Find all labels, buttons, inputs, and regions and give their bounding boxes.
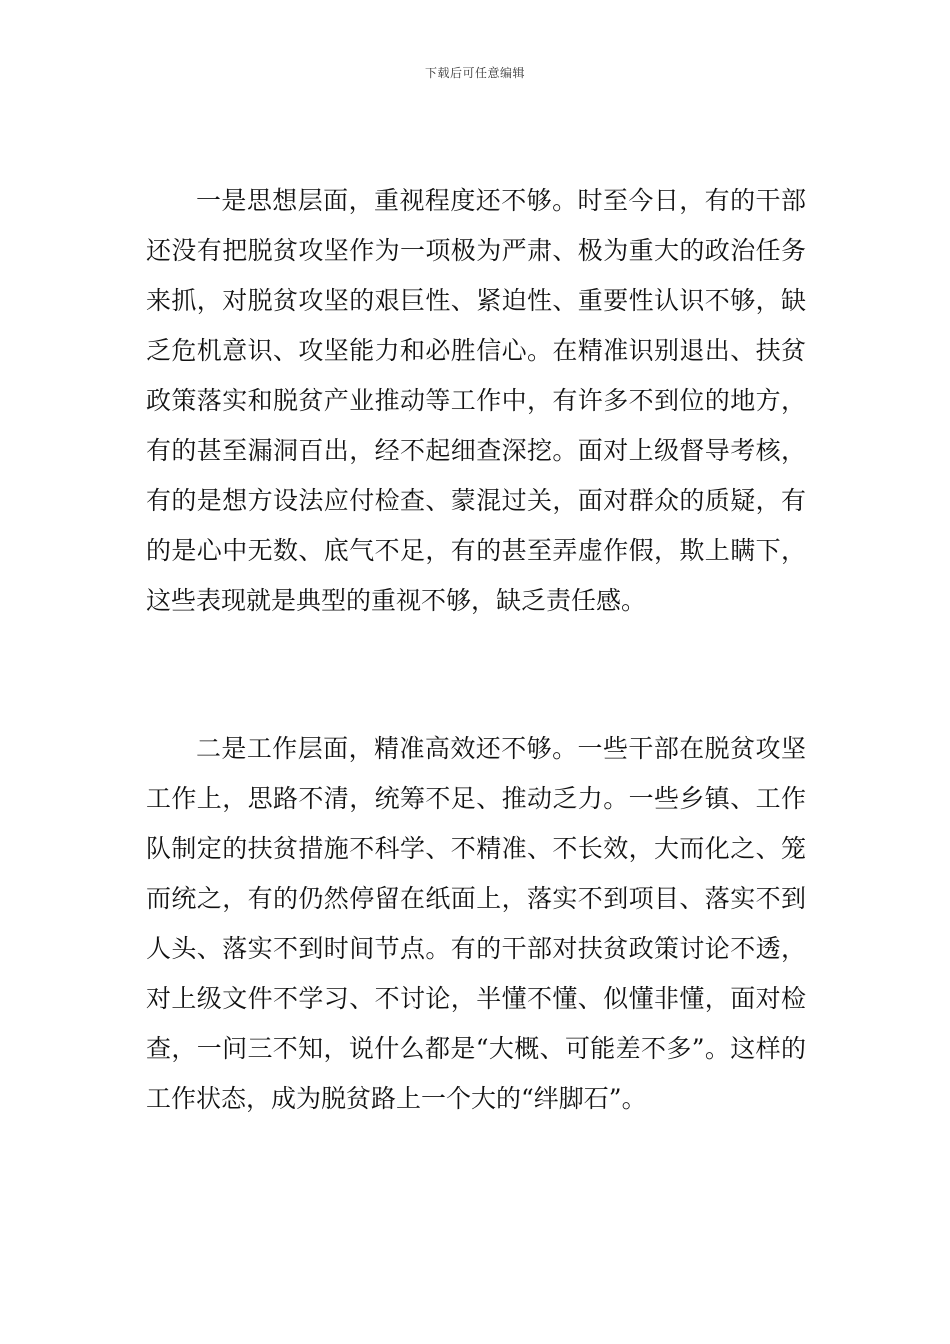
page-header: 下载后可任意编辑 bbox=[424, 66, 525, 80]
paragraph-thinking-level: 一是思想层面，重视程度还不够。时至今日，有的干部还没有把脱贫攻坚作为一项极为严肃、极为重大的政治任务来抓，对脱贫攻坚的艰巨性、紧迫性、重要性认识不够，缺乏危机意识、攻坚能力和必胜信心。在精准识别退出、扶贫政策落实和脱贫产业推动等工作中，有许多不到位的地方，有的甚至漏洞百出，经不起细查深挖。面对上级督导考核，有的是想方设法应付检查、蒙混过关，面对群众的质疑，有的是心中无数、底气不足，有的甚至弄虚作假，欺上瞒下，这些表现就是典型的重视不够，缺乏责任感。 bbox=[146, 186, 806, 615]
paragraph-work-level: 二是工作层面，精准高效还不够。一些干部在脱贫攻坚工作上，思路不清，统筹不足、推动乏力。一些乡镇、工作队制定的扶贫措施不科学、不精准、不长效，大而化之、笼而统之，有的仍然停留在纸面上，落实不到项目、落实不到人头、落实不到时间节点。有的干部对扶贫政策讨论不透，对上级文件不学习、不讨论，半懂不懂、似懂非懂，面对检查，一问三不知，说什么都是“大概、可能差不多”。这样的工作状态，成为脱贫路上一个大的“绊脚石”。 bbox=[146, 734, 806, 1113]
